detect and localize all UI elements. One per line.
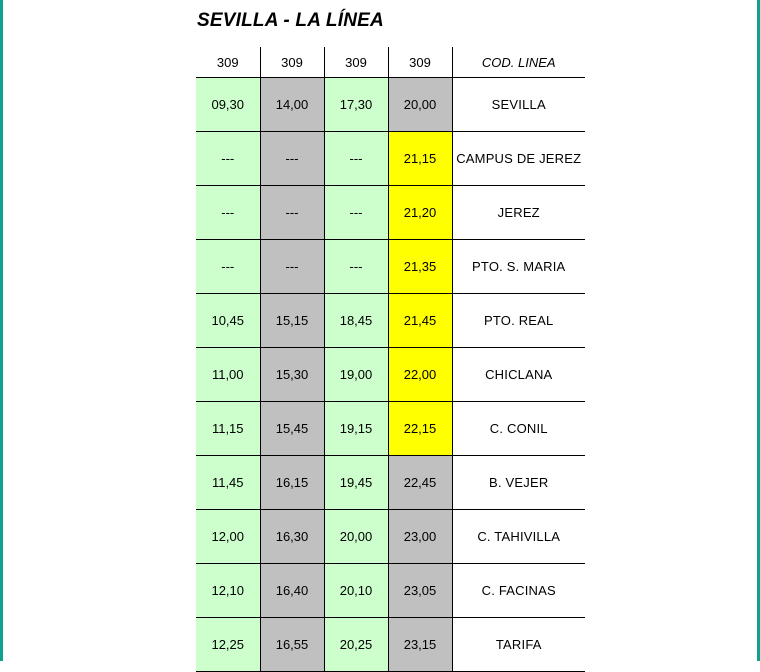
stop-name-cell: C. CONIL (452, 402, 585, 456)
departure-time-cell: 23,15 (388, 618, 452, 672)
departure-time-cell: --- (324, 240, 388, 294)
departure-time-cell: 19,15 (324, 402, 388, 456)
stop-name-cell: CHICLANA (452, 348, 585, 402)
table-row (196, 186, 585, 240)
departure-time-cell: 21,45 (388, 294, 452, 348)
stop-name-cell: B. VEJER (452, 456, 585, 510)
table-row (196, 132, 585, 186)
departure-time-cell: 16,55 (260, 618, 324, 672)
departure-time-cell: 15,30 (260, 348, 324, 402)
table-row (196, 348, 585, 402)
stop-name-cell: CAMPUS DE JEREZ (452, 132, 585, 186)
departure-time-cell: 22,15 (388, 402, 452, 456)
departure-time-cell: 20,00 (388, 78, 452, 132)
departure-time-cell: 11,45 (196, 456, 260, 510)
departure-time-cell: 23,00 (388, 510, 452, 564)
departure-time-cell: 11,15 (196, 402, 260, 456)
header-line-code: 309 (388, 47, 452, 78)
departure-time-cell: 12,00 (196, 510, 260, 564)
stop-name-cell: JEREZ (452, 186, 585, 240)
stop-name-cell: PTO. REAL (452, 294, 585, 348)
page-title: SEVILLA - LA LÍNEA (197, 10, 384, 31)
departure-time-cell: --- (324, 186, 388, 240)
table-row (196, 564, 585, 618)
departure-time-cell: --- (260, 132, 324, 186)
departure-time-cell: 17,30 (324, 78, 388, 132)
timetable (196, 47, 585, 672)
departure-time-cell: 22,45 (388, 456, 452, 510)
departure-time-cell: 12,10 (196, 564, 260, 618)
departure-time-cell: --- (260, 240, 324, 294)
departure-time-cell: 15,15 (260, 294, 324, 348)
header-row (196, 47, 585, 78)
departure-time-cell: 19,00 (324, 348, 388, 402)
departure-time-cell: 11,00 (196, 348, 260, 402)
stop-name-cell: C. FACINAS (452, 564, 585, 618)
stop-name-cell: PTO. S. MARIA (452, 240, 585, 294)
table-row (196, 294, 585, 348)
header-line-code: 309 (260, 47, 324, 78)
header-stop-name: COD. LINEA (452, 47, 585, 78)
departure-time-cell: --- (196, 186, 260, 240)
stop-name-cell: C. TAHIVILLA (452, 510, 585, 564)
departure-time-cell: --- (324, 132, 388, 186)
departure-time-cell: --- (260, 186, 324, 240)
departure-time-cell: 18,45 (324, 294, 388, 348)
departure-time-cell: 20,10 (324, 564, 388, 618)
departure-time-cell: 10,45 (196, 294, 260, 348)
stop-name-cell: SEVILLA (452, 78, 585, 132)
header-line-code: 309 (324, 47, 388, 78)
table-row (196, 618, 585, 672)
departure-time-cell: 21,20 (388, 186, 452, 240)
departure-time-cell: 20,25 (324, 618, 388, 672)
departure-time-cell: 16,40 (260, 564, 324, 618)
departure-time-cell: 15,45 (260, 402, 324, 456)
departure-time-cell: 20,00 (324, 510, 388, 564)
departure-time-cell: 16,30 (260, 510, 324, 564)
departure-time-cell: 21,15 (388, 132, 452, 186)
departure-time-cell: 12,25 (196, 618, 260, 672)
window-border-left (0, 0, 3, 661)
departure-time-cell: 22,00 (388, 348, 452, 402)
departure-time-cell: 19,45 (324, 456, 388, 510)
departure-time-cell: 09,30 (196, 78, 260, 132)
table-row (196, 456, 585, 510)
departure-time-cell: 14,00 (260, 78, 324, 132)
stop-name-cell: TARIFA (452, 618, 585, 672)
departure-time-cell: --- (196, 240, 260, 294)
table-row (196, 240, 585, 294)
departure-time-cell: 23,05 (388, 564, 452, 618)
header-line-code: 309 (196, 47, 260, 78)
table-row (196, 402, 585, 456)
departure-time-cell: --- (196, 132, 260, 186)
table-row (196, 78, 585, 132)
table-row (196, 510, 585, 564)
departure-time-cell: 16,15 (260, 456, 324, 510)
departure-time-cell: 21,35 (388, 240, 452, 294)
